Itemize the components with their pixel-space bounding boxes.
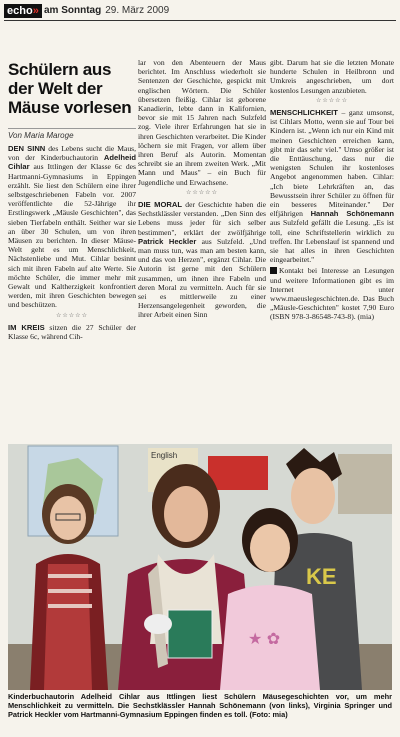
section-stars: ☆☆☆☆☆	[56, 312, 88, 319]
article-headline: Schülern aus der Welt der Mäuse vorlesen	[8, 60, 132, 117]
photo-illustration	[8, 444, 392, 690]
edition-label: am Sonntag	[44, 5, 102, 16]
text-column-2: lar von den Abenteuern der Maus berichtet. Im Anschluss wiederholt sie Sentenzen der Geschichte, gespickt mit englischen Wörtern. Die Schüler übersetzen fleißig. Cihlar ist geborene Kanadierin, lebte dann in Kalifornien, bevor sie mit 15 Jahren nach Sulzfeld zog. Viele ihrer Erfahrungen hat sie in ihren Geschichten verarbeitet. Die Kinder löchern sie mit Fragen, vor allem über ihren Beruf als Autorin. Momentan schreibt sie an ihrem zweiten Werk. „Mit Mann und Maus" – ein Buch für Jugendliche und Erwachsene. ☆☆☆☆☆ DIE MORAL der Geschichte haben die Sechstklässler verstanden. „Den Sinn des Lebens muss jeder für sich selber bestimmen", erklärt der zwölfjährige Patrick Heckler aus Sulzfeld. „Und man muss tun, was man am besten kann, und das von Herzen", ergänzt Cihlar. Die Autorin ist gerne mit den Schülern zusammen, um ihnen ihre Fabeln und deren Moral zu vermitteln. Auch für sie sei es mittlerweile zu einer Herzensangelegenheit geworden, die ihrer Arbeit einen Sinn	[138, 58, 266, 320]
masthead	[4, 4, 396, 21]
section-stars: ☆☆☆☆☆	[316, 97, 348, 104]
wall-poster-label: English	[151, 451, 178, 460]
headline-rule	[8, 128, 136, 129]
article-byline: Von Maria Maroge	[8, 131, 74, 140]
issue-date: 29. März 2009	[105, 5, 170, 16]
issue-info	[44, 5, 169, 16]
svg-text:★ ✿: ★ ✿	[248, 631, 281, 648]
svg-text:KE: KE	[306, 564, 337, 589]
contact-info: Kontakt bei Interesse an Lesungen und weitere Informationen gibt es im Internet unter www.maeuslegeschichten.de. Das Buch „Mäusle-Geschichten" kostet 7,90 Euro (ISBN 978-3-86548-743-8). (mia)	[270, 266, 394, 322]
echo-logo: echo»	[4, 4, 42, 18]
article-photo	[8, 444, 392, 690]
text-column-1: DEN SINN des Lebens sucht die Maus, von der Kinderbuchautorin Adelheid Cihlar aus Ittlingen der Klasse 6c des Hartmanni-Gymnasiums in Eppingen erzählt. Sie liest den Schülern eine ihrer selbstgeschriebenen Fabeln vor. 2007 veröffentlichte die 52-Jährige ihr Erstlingswerk „Mäusle Geschichten", das sieben Tierfabeln enthält. Seither war sie an über 30 Schulen, um von ihren Mäusen zu berichten. In dieser Mäuse-Welt geht es um Menschlichkeit, Nächstenliebe und Mut. Cihlar besinnt sich mit ihren Fabeln auf alte Werte. Sie möchte Schüler, die immer mehr mit Gewalt und Kaltherzigkeit konfrontiert werden, mit ihren Geschichten bewegen und beschützen. ☆☆☆☆☆ IM KREIS sitzen die 27 Schüler der Klasse 6c, während Cih-	[8, 144, 136, 342]
section-stars: ☆☆☆☆☆	[186, 189, 218, 196]
text-column-3: gibt. Darum hat sie die letzten Monate hunderte Schulen in Heilbronn und Umkreis angeschrieben, um dort kostenlos Lesungen anzubieten. ☆☆☆☆☆ MENSCHLICHKEIT – ganz umsonst, ist Cihlars Motto, wenn sie auf Tour bei Kindern ist. „Wenn ich nur ein Kind mit meinen Geschichten erreichen kann, gibt mir das sehr viel." Umso größer ist die Enttäuschung, dass nur die wenigsten Schulen ihr kostenloses Angebot angenommen haben. Cihlar: „Ich biete Lehrkräften an, das Bewusstsein ihrer Schüler zu öffnen für ein besseres Miteinander." Der elfjährigen Hannah Schönemann aus Sulzfeld gefällt die Lesung. „Es ist toll, eine Schriftstellerin wirklich zu treffen. Ihr Lebenslauf ist spannend und sie hat alles in ihren Geschichten eingearbeitet." Kontakt bei Interesse an Lesungen und weitere Informationen gibt es im Internet unter www.maeuslegeschichten.de. Das Buch „Mäusle-Geschichten" kostet 7,90 Euro (ISBN 978-3-86548-743-8). (mia)	[270, 58, 394, 322]
info-square-icon	[270, 267, 277, 274]
photo-caption: Kinderbuchautorin Adelheid Cihlar aus Ittlingen liest Schülern Mäusegeschichten vor, um mehr Menschlichkeit zu vermitteln. Die Sechstklässler Hannah Schönemann (von links), Virginia Springer und Patrick Heckler vom Hartmanni-Gymnasium Eppingen finden es toll. (Foto: mia)	[8, 692, 392, 719]
